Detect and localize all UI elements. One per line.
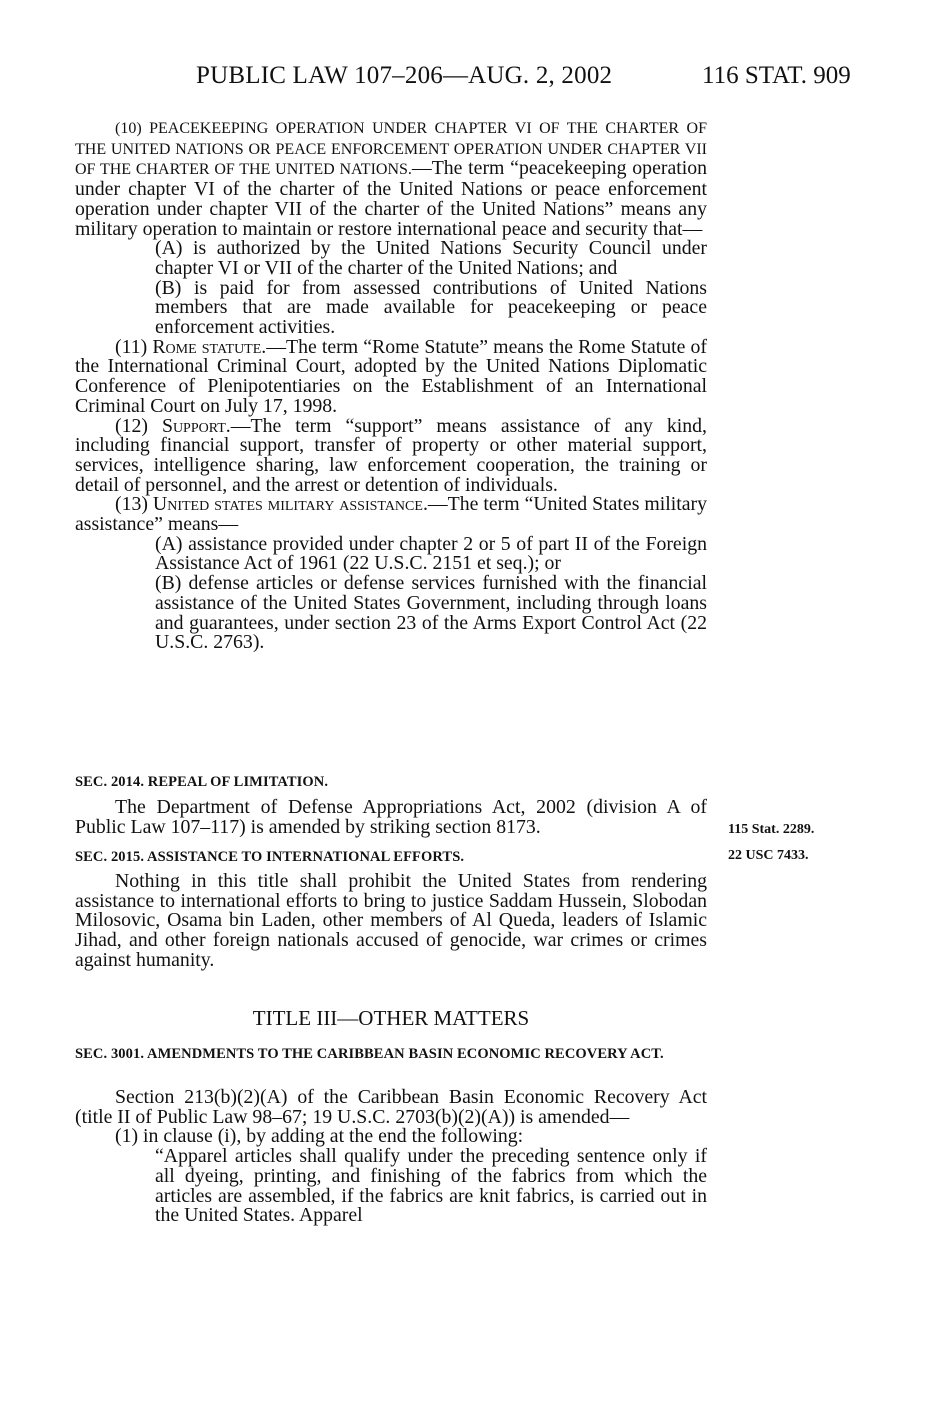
paragraph-10-b-text: (B) is paid for from assessed contributions of United Nations members that are made available for peacekeeping or peace enforcement activities.: [155, 276, 707, 339]
section-2015-text: Nothing in this title shall prohibit the United States from rendering assistance to international efforts to bring to justice Saddam Hussein, Slobodan Milosovic, Osama bin Laden, other members of Al Queda, leaders of Islamic Jihad, and other foreign nationals accused of genocide, war crimes or crimes against humanity.: [75, 870, 707, 971]
paragraph-10-a: [75, 239, 707, 278]
paragraph-13-a-text: (A) assistance provided under chapter 2 or 5 of part II of the Foreign Assistance Act of 1961 (22 U.S.C. 2151 et seq.); or: [155, 532, 707, 575]
paragraph-13: [75, 495, 707, 534]
paragraph-11: [75, 335, 707, 417]
paragraph-13-b-text: (B) defense articles or defense services furnished with the financial assistance of the United States Government, including through loans and guarantees, under section 23 of the Arms Export Control Act (22 U.S.C. 2763).: [155, 572, 707, 654]
paragraph-12: [75, 414, 707, 496]
paragraph-13-heading: United states military assistance: [152, 493, 423, 516]
section-2014-text: The Department of Defense Appropriations Act, 2002 (division A of Public Law 107–117) is amended by striking section 8173.: [75, 796, 707, 838]
section-3001-quote: “Apparel articles shall qualify under the preceding sentence only if all dyeing, printing, and finishing of the fabrics from which the articles are assembled, if the fabrics are knit fabrics, is carried out in the United States. Apparel: [155, 1145, 707, 1227]
section-3001-text: Section 213(b)(2)(A) of the Caribbean Basin Economic Recovery Act (title II of Public Law 98–67; 19 U.S.C. 2703(b)(2)(A)) is amended—: [75, 1086, 707, 1128]
paragraph-10-heading: (10) PEACEKEEPING OPERATION UNDER CHAPTER VI OF THE CHARTER OF THE UNITED NATIONS OR PEACE ENFORCEMENT OPERATION UNDER CHAPTER VII OF THE CHARTER OF THE UNITED NATIONS.: [75, 120, 707, 179]
definitions-block: [75, 118, 707, 653]
paragraph-13-b: [75, 574, 707, 653]
section-2014-heading: SEC. 2014. REPEAL OF LIMITATION.: [75, 774, 329, 790]
section-2015-heading: SEC. 2015. ASSISTANCE TO INTERNATIONAL EFFORTS.: [75, 849, 465, 865]
section-2014-body: [75, 798, 707, 837]
paragraph-13-number: (13): [115, 493, 153, 516]
paragraph-11-body: .—The term “Rome Statute” means the Rome Statute of the International Criminal Court, adopted by the United Nations Diplomatic Conference of Plenipotentiaries on the Establishment of an International Criminal Court on July 17, 1998.: [75, 335, 707, 417]
paragraph-10: [75, 118, 707, 239]
paragraph-12-number: (12): [115, 414, 162, 437]
paragraph-13-body: .—The term “United States military assistance” means—: [75, 493, 707, 536]
paragraph-13-a: [75, 532, 707, 575]
section-3001-heading-text: SEC. 3001. AMENDMENTS TO THE CARIBBEAN BASIN ECONOMIC RECOVERY ACT.: [75, 1046, 664, 1062]
paragraph-11-heading: Rome statute: [152, 335, 262, 358]
paragraph-11-number: (11): [115, 335, 153, 358]
paragraph-10-body: —The term “peacekeeping operation under chapter VI of the charter of the United Nations or peace enforcement operation under chapter VII of the charter of the United Nations” means any military operation to maintain or restore international peace and security that—: [75, 157, 707, 240]
margin-note-stat: 115 Stat. 2289.: [728, 822, 815, 837]
section-3001-body: [75, 1088, 707, 1226]
title-iii-heading: TITLE III—OTHER MATTERS: [252, 1006, 530, 1030]
paragraph-12-body: .—The term “support” means assistance of any kind, including financial support, transfer of property or other material support, services, intelligence sharing, law enforcement cooperation, the training or detail of personnel, and the arrest or detention of individuals.: [75, 414, 707, 496]
paragraph-10-a-text: (A) is authorized by the United Nations Security Council under chapter VI or VII of the charter of the United Nations; and: [155, 237, 707, 279]
section-2015-body: [75, 872, 707, 971]
section-3001-item-1: (1) in clause (i), by adding at the end the following:: [115, 1125, 524, 1148]
paragraph-12-heading: Support: [161, 414, 226, 437]
section-3001-heading: [75, 1045, 707, 1064]
margin-note-usc: 22 USC 7433.: [728, 848, 809, 863]
paragraph-10-b: [75, 276, 707, 339]
running-header-stat: 116 STAT. 909: [702, 62, 851, 89]
running-header-law: PUBLIC LAW 107–206—AUG. 2, 2002: [196, 62, 613, 89]
